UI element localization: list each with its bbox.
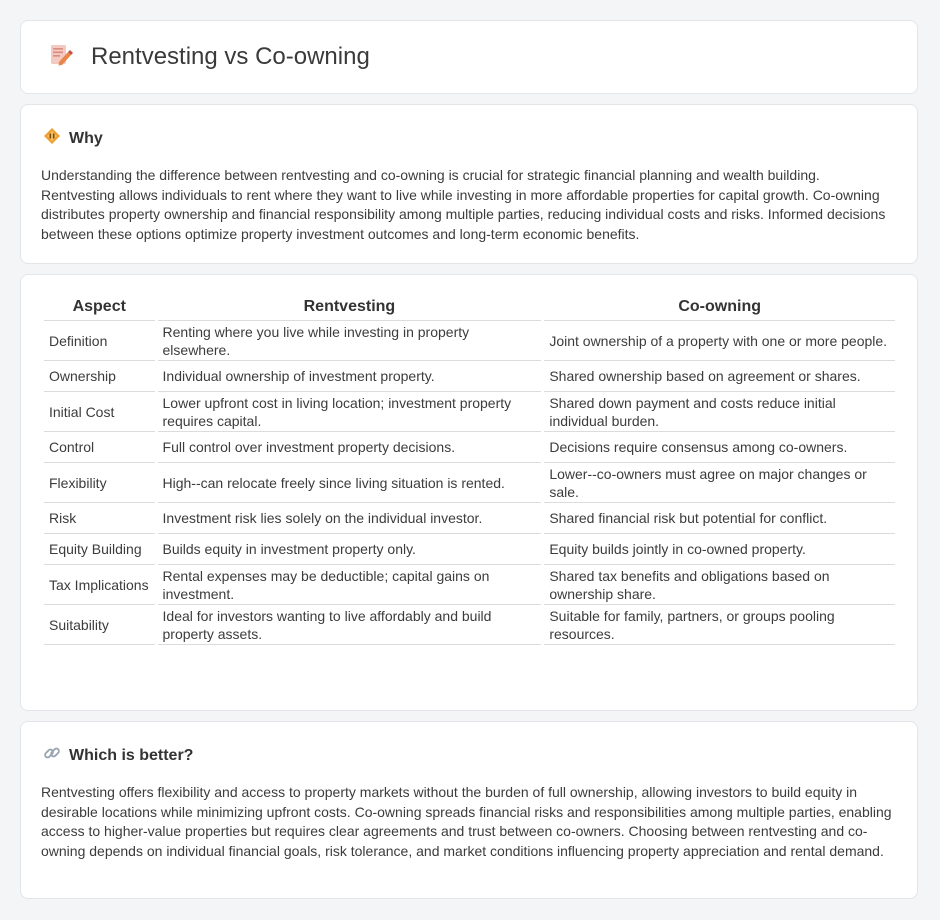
table-row — [44, 503, 895, 534]
table-row — [44, 534, 895, 565]
table-row — [44, 321, 895, 361]
table-row — [44, 392, 895, 432]
page-title: Rentvesting vs Co-owning — [91, 43, 370, 70]
cell-coowning: Suitable for family, partners, or groups pooling resources. — [544, 605, 895, 645]
cell-coowning: Shared tax benefits and obligations based on ownership share. — [544, 565, 895, 605]
better-text: Rentvesting offers flexibility and access to property markets without the burden of full ownership, allowing investors to build equity in desirable locations while minimizing upfront costs. Co-owning spreads financial risks and responsibilities among multiple parties, enabling access to higher-value properties but requires clear agreements and trust between co-owners. Choosing between rentvesting and co-owning depends on individual financial goals, risk tolerance, and market conditions influencing property appreciation and rental demand. — [41, 784, 892, 859]
link-icon — [43, 744, 69, 767]
cell-aspect: Flexibility — [44, 463, 155, 503]
cell-rentvesting: Lower upfront cost in living location; investment property requires capital. — [158, 392, 542, 432]
cell-rentvesting: Individual ownership of investment property. — [158, 361, 542, 392]
which-is-better-section — [20, 721, 918, 899]
cell-rentvesting: Rental expenses may be deductible; capital gains on investment. — [158, 565, 542, 605]
why-section — [20, 104, 918, 264]
diamond-sign-icon — [43, 127, 69, 150]
cell-aspect: Equity Building — [44, 534, 155, 565]
cell-coowning: Lower--co-owners must agree on major changes or sale. — [544, 463, 895, 503]
cell-aspect: Risk — [44, 503, 155, 534]
cell-rentvesting: Ideal for investors wanting to live affordably and build property assets. — [158, 605, 542, 645]
table-row — [44, 463, 895, 503]
header-aspect: Aspect — [44, 294, 155, 321]
cell-rentvesting: Renting where you live while investing in property elsewhere. — [158, 321, 542, 361]
cell-aspect: Initial Cost — [44, 392, 155, 432]
cell-rentvesting: Full control over investment property decisions. — [158, 432, 542, 463]
cell-coowning: Shared ownership based on agreement or shares. — [544, 361, 895, 392]
table-row — [44, 361, 895, 392]
cell-coowning: Joint ownership of a property with one or more people. — [544, 321, 895, 361]
cell-coowning: Shared financial risk but potential for conflict. — [544, 503, 895, 534]
title-card — [20, 20, 918, 94]
header-rentvesting: Rentvesting — [158, 294, 542, 321]
document-pencil-icon — [47, 42, 91, 73]
better-heading: Which is better? — [69, 746, 194, 764]
why-heading: Why — [69, 129, 103, 147]
cell-coowning: Equity builds jointly in co-owned property. — [544, 534, 895, 565]
cell-rentvesting: Investment risk lies solely on the individual investor. — [158, 503, 542, 534]
why-text: Understanding the difference between rentvesting and co-owning is crucial for strategic financial planning and wealth building. Rentvesting allows individuals to rent where they want to live while investing in more affordable properties for capital growth. Co-owning distributes property ownership and financial responsibility among multiple parties, reducing individual costs and risks. Informed decisions between these options optimize property investment outcomes and long-term economic benefits. — [41, 167, 886, 242]
comparison-section — [20, 274, 918, 711]
table-row — [44, 432, 895, 463]
cell-aspect: Tax Implications — [44, 565, 155, 605]
table-row — [44, 605, 895, 645]
cell-aspect: Definition — [44, 321, 155, 361]
cell-aspect: Suitability — [44, 605, 155, 645]
cell-rentvesting: High--can relocate freely since living situation is rented. — [158, 463, 542, 503]
cell-coowning: Decisions require consensus among co-owners. — [544, 432, 895, 463]
table-row — [44, 565, 895, 605]
header-coowning: Co-owning — [544, 294, 895, 321]
table-header-row — [44, 294, 895, 321]
cell-coowning: Shared down payment and costs reduce initial individual burden. — [544, 392, 895, 432]
cell-rentvesting: Builds equity in investment property only. — [158, 534, 542, 565]
comparison-table — [41, 294, 898, 645]
cell-aspect: Control — [44, 432, 155, 463]
cell-aspect: Ownership — [44, 361, 155, 392]
